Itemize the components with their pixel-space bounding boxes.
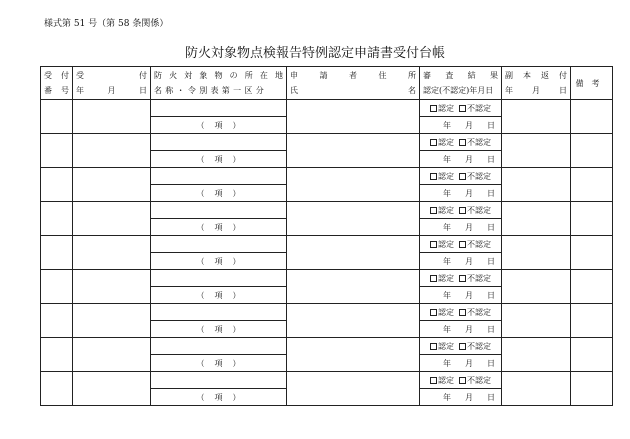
funintei-checkbox[interactable] [459, 241, 466, 248]
property-name-cell[interactable] [151, 168, 287, 185]
year-label: 年 [443, 392, 451, 402]
receipt-number-cell[interactable] [41, 372, 73, 406]
kou-label: 項 [214, 290, 223, 300]
property-name-cell[interactable] [151, 372, 287, 389]
year-label: 年 [443, 290, 451, 300]
month-label: 月 [465, 120, 473, 130]
applicant-cell[interactable] [287, 236, 420, 270]
remarks-cell[interactable] [571, 304, 613, 338]
applicant-cell[interactable] [287, 304, 420, 338]
funintei-label: 不認定 [467, 307, 492, 317]
ledger-table [40, 66, 613, 406]
property-name-cell[interactable] [151, 338, 287, 355]
header-row [41, 67, 613, 100]
applicant-cell[interactable] [287, 338, 420, 372]
receipt-number-cell[interactable] [41, 168, 73, 202]
form-number: 様式第 51 号（第 58 条関係） [44, 19, 169, 29]
receipt-number-cell[interactable] [41, 202, 73, 236]
copy-return-cell[interactable] [502, 304, 571, 338]
property-name-cell[interactable] [151, 202, 287, 219]
kou-label: 項 [214, 222, 223, 232]
day-label: 日 [487, 154, 495, 164]
receipt-date-cell[interactable] [73, 304, 151, 338]
applicant-cell[interactable] [287, 202, 420, 236]
copy-return-cell[interactable] [502, 338, 571, 372]
ledger-row-top [41, 100, 613, 117]
applicant-cell[interactable] [287, 100, 420, 134]
certification-date-cell[interactable] [420, 117, 502, 134]
copy-return-cell[interactable] [502, 372, 571, 406]
review-result-cell [420, 372, 502, 389]
year-label: 年 [443, 324, 451, 334]
year-label: 年 [443, 188, 451, 198]
year-label: 年 [443, 120, 451, 130]
funintei-checkbox[interactable] [459, 343, 466, 350]
funintei-checkbox[interactable] [459, 139, 466, 146]
remarks-cell[interactable] [571, 202, 613, 236]
kou-open: （ [196, 188, 205, 198]
nintei-checkbox[interactable] [430, 275, 437, 282]
year-label: 年 [443, 154, 451, 164]
applicant-cell[interactable] [287, 134, 420, 168]
funintei-checkbox[interactable] [459, 207, 466, 214]
certification-date-cell[interactable] [420, 151, 502, 168]
header-review-result: 審 査 結 果 認定(不認定)年月日 [420, 67, 502, 100]
classification-cell[interactable] [151, 151, 287, 168]
month-label: 月 [465, 222, 473, 232]
certification-date-cell[interactable] [420, 287, 502, 304]
kou-close: ） [232, 188, 241, 198]
header-receipt-number: 受 付 番 号 [41, 67, 73, 100]
kou-label: 項 [214, 256, 223, 266]
day-label: 日 [487, 222, 495, 232]
ledger-row-top [41, 236, 613, 253]
receipt-date-cell[interactable] [73, 270, 151, 304]
kou-label: 項 [214, 324, 223, 334]
month-label: 月 [465, 290, 473, 300]
receipt-date-cell[interactable] [73, 202, 151, 236]
kou-open: （ [196, 222, 205, 232]
month-label: 月 [465, 392, 473, 402]
month-label: 月 [465, 358, 473, 368]
receipt-number-cell[interactable] [41, 236, 73, 270]
remarks-cell[interactable] [571, 236, 613, 270]
nintei-checkbox[interactable] [430, 309, 437, 316]
funintei-label: 不認定 [467, 273, 492, 283]
month-label: 月 [465, 188, 473, 198]
funintei-checkbox[interactable] [459, 173, 466, 180]
review-result-cell [420, 270, 502, 287]
kou-open: （ [196, 290, 205, 300]
nintei-checkbox[interactable] [430, 105, 437, 112]
day-label: 日 [487, 188, 495, 198]
applicant-cell[interactable] [287, 168, 420, 202]
certification-date-cell[interactable] [420, 389, 502, 406]
kou-label: 項 [214, 188, 223, 198]
nintei-checkbox[interactable] [430, 139, 437, 146]
remarks-cell[interactable] [571, 372, 613, 406]
nintei-label: 認定 [437, 341, 454, 351]
kou-label: 項 [214, 358, 223, 368]
funintei-label: 不認定 [467, 103, 492, 113]
month-label: 月 [465, 324, 473, 334]
kou-close: ） [232, 358, 241, 368]
nintei-label: 認定 [437, 205, 454, 215]
nintei-label: 認定 [437, 239, 454, 249]
kou-close: ） [232, 256, 241, 266]
kou-close: ） [232, 324, 241, 334]
copy-return-cell[interactable] [502, 270, 571, 304]
remarks-cell[interactable] [571, 168, 613, 202]
ledger-row-top [41, 304, 613, 321]
nintei-checkbox[interactable] [430, 343, 437, 350]
ledger-row-top [41, 372, 613, 389]
day-label: 日 [487, 324, 495, 334]
nintei-label: 認定 [437, 273, 454, 283]
certification-date-cell[interactable] [420, 219, 502, 236]
classification-cell[interactable] [151, 185, 287, 202]
property-name-cell[interactable] [151, 100, 287, 117]
funintei-label: 不認定 [467, 239, 492, 249]
kou-open: （ [196, 392, 205, 402]
funintei-checkbox[interactable] [459, 105, 466, 112]
funintei-checkbox[interactable] [459, 275, 466, 282]
funintei-label: 不認定 [467, 137, 492, 147]
kou-close: ） [232, 290, 241, 300]
ledger-row-top [41, 134, 613, 151]
remarks-cell[interactable] [571, 270, 613, 304]
kou-close: ） [232, 222, 241, 232]
nintei-label: 認定 [437, 307, 454, 317]
receipt-date-cell[interactable] [73, 372, 151, 406]
kou-label: 項 [214, 392, 223, 402]
year-label: 年 [443, 358, 451, 368]
nintei-checkbox[interactable] [430, 173, 437, 180]
month-label: 月 [465, 154, 473, 164]
header-property-location: 防 火 対 象 物 の 所 在 地 名称・令別表第一区分 [151, 67, 287, 100]
receipt-date-cell[interactable] [73, 338, 151, 372]
ledger-row-top [41, 202, 613, 219]
kou-open: （ [196, 256, 205, 266]
nintei-checkbox[interactable] [430, 241, 437, 248]
review-result-cell [420, 202, 502, 219]
classification-cell[interactable] [151, 253, 287, 270]
applicant-cell[interactable] [287, 270, 420, 304]
nintei-checkbox[interactable] [430, 377, 437, 384]
funintei-label: 不認定 [467, 171, 492, 181]
kou-close: ） [232, 392, 241, 402]
ledger-row-top [41, 338, 613, 355]
receipt-number-cell[interactable] [41, 100, 73, 134]
receipt-number-cell[interactable] [41, 338, 73, 372]
funintei-label: 不認定 [467, 205, 492, 215]
nintei-label: 認定 [437, 375, 454, 385]
kou-label: 項 [214, 154, 223, 164]
funintei-checkbox[interactable] [459, 377, 466, 384]
receipt-date-cell[interactable] [73, 134, 151, 168]
kou-open: （ [196, 358, 205, 368]
kou-open: （ [196, 120, 205, 130]
ledger-row-top [41, 270, 613, 287]
classification-cell[interactable] [151, 321, 287, 338]
review-result-cell [420, 100, 502, 117]
header-copy-return: 副 本 返 付 年 月 日 [502, 67, 571, 100]
receipt-number-cell[interactable] [41, 304, 73, 338]
copy-return-cell[interactable] [502, 236, 571, 270]
year-label: 年 [443, 256, 451, 266]
day-label: 日 [487, 392, 495, 402]
receipt-date-cell[interactable] [73, 168, 151, 202]
receipt-number-cell[interactable] [41, 134, 73, 168]
classification-cell[interactable] [151, 219, 287, 236]
classification-cell[interactable] [151, 287, 287, 304]
funintei-label: 不認定 [467, 375, 492, 385]
review-result-cell [420, 236, 502, 253]
funintei-checkbox[interactable] [459, 309, 466, 316]
certification-date-cell[interactable] [420, 253, 502, 270]
certification-date-cell[interactable] [420, 321, 502, 338]
kou-open: （ [196, 324, 205, 334]
page-title: 防火対象物点検報告特例認定申請書受付台帳 [184, 46, 445, 61]
kou-open: （ [196, 154, 205, 164]
review-result-cell [420, 304, 502, 321]
remarks-cell[interactable] [571, 100, 613, 134]
classification-cell[interactable] [151, 117, 287, 134]
certification-date-cell[interactable] [420, 355, 502, 372]
month-label: 月 [465, 256, 473, 266]
copy-return-cell[interactable] [502, 202, 571, 236]
ledger-row-top [41, 168, 613, 185]
kou-close: ） [232, 154, 241, 164]
copy-return-cell[interactable] [502, 168, 571, 202]
property-name-cell[interactable] [151, 236, 287, 253]
certification-date-cell[interactable] [420, 185, 502, 202]
nintei-label: 認定 [437, 171, 454, 181]
nintei-checkbox[interactable] [430, 207, 437, 214]
day-label: 日 [487, 358, 495, 368]
copy-return-cell[interactable] [502, 100, 571, 134]
copy-return-cell[interactable] [502, 134, 571, 168]
remarks-cell[interactable] [571, 134, 613, 168]
property-name-cell[interactable] [151, 134, 287, 151]
review-result-cell [420, 168, 502, 185]
year-label: 年 [443, 222, 451, 232]
property-name-cell[interactable] [151, 304, 287, 321]
receipt-number-cell[interactable] [41, 270, 73, 304]
receipt-date-cell[interactable] [73, 236, 151, 270]
funintei-label: 不認定 [467, 341, 492, 351]
review-result-cell [420, 338, 502, 355]
property-name-cell[interactable] [151, 270, 287, 287]
day-label: 日 [487, 120, 495, 130]
receipt-date-cell[interactable] [73, 100, 151, 134]
kou-close: ） [232, 120, 241, 130]
ledger-body [41, 100, 613, 406]
header-receipt-date: 受 付 年 月 日 [73, 67, 151, 100]
header-remarks: 備考 [571, 67, 613, 100]
day-label: 日 [487, 256, 495, 266]
review-result-cell [420, 134, 502, 151]
classification-cell[interactable] [151, 389, 287, 406]
day-label: 日 [487, 290, 495, 300]
classification-cell[interactable] [151, 355, 287, 372]
applicant-cell[interactable] [287, 372, 420, 406]
header-applicant: 申 請 者 住 所 氏 名 [287, 67, 420, 100]
nintei-label: 認定 [437, 137, 454, 147]
nintei-label: 認定 [437, 103, 454, 113]
remarks-cell[interactable] [571, 338, 613, 372]
kou-label: 項 [214, 120, 223, 130]
